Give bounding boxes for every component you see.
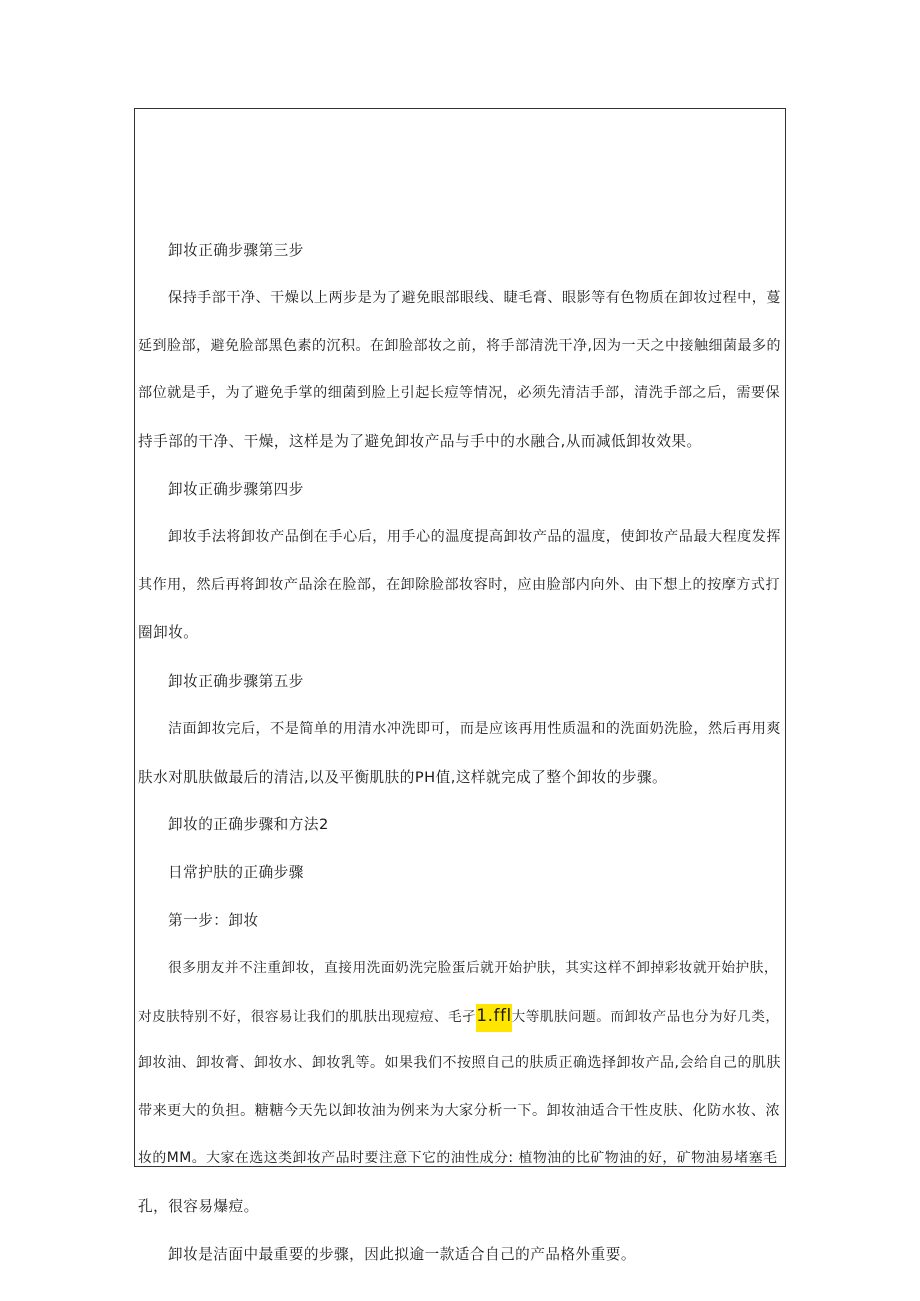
paragraph-step-5: 洁面卸妆完后，不是简单的用清水冲洗即可，而是应该再用性质温和的洗面奶洗脸，然后再用爽 肤水对肌肤做最后的清洁,以及平衡肌肤的PH值,这样就完成了整个卸妆的步骤。 [138, 721, 781, 786]
line-with-highlight: 对皮肤特别不好，很容易让我们的肌肤出现痘痘、毛孑1.ffl大等肌肤问题。而卸妆产品也分为好几类， [135, 993, 785, 1041]
sub-heading-step-1: 第一步：卸妆 [168, 912, 259, 929]
section-heading-step-5: 卸妆正确步骤第五步 [168, 673, 304, 690]
page-frame [134, 108, 786, 1263]
section-title-daily-care: 日常护肤的正确步骤 [168, 864, 304, 881]
paragraph-step-4: 卸妆手法将卸妆产品倒在手心后，用手心的温度提高卸妆产品的温度，使卸妆产品最大程度发挥 其作用，然后再将卸妆产品涂在脸部，在卸除脸部妆容时，应由脸部内向外、由下想上的按摩方式打 圈卸妆。 [138, 529, 781, 641]
paragraph-step-3: 保持手部干净、干燥以上两步是为了避免眼部眼线、睫毛膏、眼影等有色物质在卸妆过程中，蔓 延到脸部，避免脸部黑色素的沉积。在卸脸部妆之前，将手部清洗干净,因为一天之中接触细菌最多的 部位就是手，为了避免手掌的细菌到脸上引起长痘等情况，必须先清洁手部，清洗手部之后，需要保 持手部的干净、干燥，这样是为了避免卸妆产品与手中的水融合,从而减低卸妆效果。 [138, 290, 781, 450]
paragraph-makeup-removal: 很多朋友并不注重卸妆，直接用洗面奶洗完脸蛋后就开始护肤，其实这样不卸掉彩妆就开始护肤， 对皮肤特别不好，很容易让我们的肌肤出现痘痘、毛孑1.ffl大等肌肤问题。而卸妆产品也分为好几类， 卸妆油、卸妆膏、卸妆水、卸妆乳等。如果我们不按照自己的肤质正确选择卸妆产品,会给自己的肌肤 带来更大的负担。糖糖今天先以卸妆油为例来为大家分析一下。卸妆油适合干性皮肤、化防水妆、浓 妆的MM。大家在选这类卸妆产品时要注意下它的油性成分: 植物油的比矿物油的好，矿物油易堵塞毛 孔，很容易爆痘。 [135, 945, 785, 1230]
section-title-method-2: 卸妆的正确步骤和方法2 [168, 816, 329, 833]
section-heading-step-4: 卸妆正确步骤第四步 [168, 481, 304, 498]
section-heading-step-3: 卸妆正确步骤第三步 [168, 242, 304, 259]
paragraph-importance: 卸妆是洁面中最重要的步骤，因此拟逾一款适合自己的产品格外重要。 [168, 1246, 636, 1263]
highlighted-text: 1.ffl [476, 1004, 511, 1032]
